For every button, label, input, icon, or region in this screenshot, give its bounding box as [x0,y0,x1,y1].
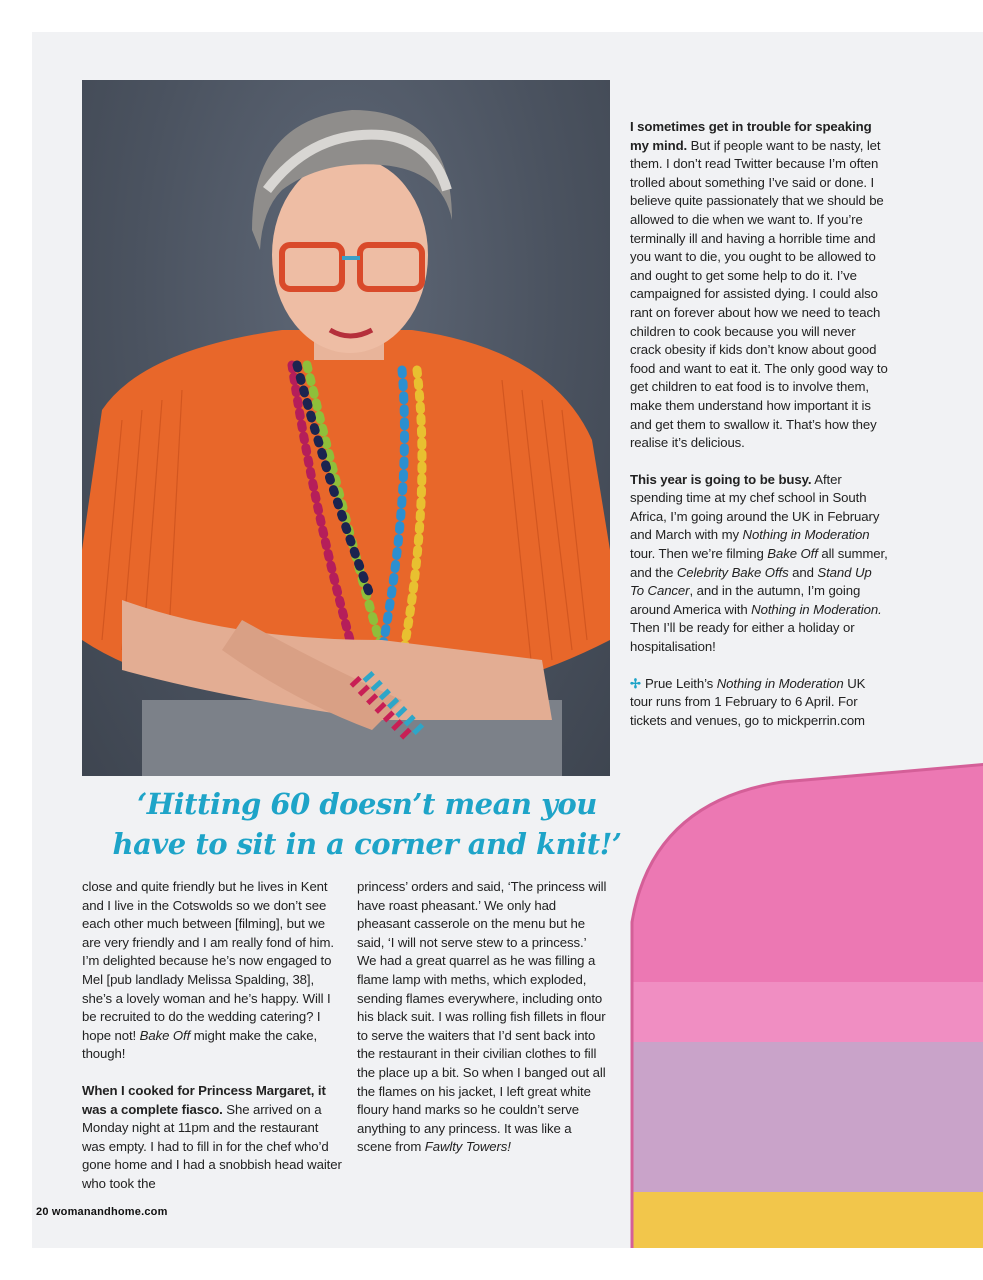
pull-quote-line: have to sit in a corner and knit!’ [112,827,622,861]
body-text: might make the cake, though! [82,1027,318,1062]
italic-title: Fawlty Towers! [424,1139,511,1155]
left-column [82,878,344,1212]
magazine-page [32,32,983,1248]
lead-in: I sometimes get in trouble for speaking my mind. [630,119,872,153]
italic-title: Bake Off [139,1027,191,1043]
body-text: She arrived on a Monday night at 11pm and the restaurant was empty. I had to fill in for the chef who’d gone home and I had a snobbish head waiter who took the [82,1101,342,1191]
middle-column [357,878,607,1175]
cross-icon: ✢ [630,675,641,691]
paragraph-friendship [82,878,344,1064]
body-text: princess’ orders and said, ‘The princess will have roast pheasant.’ We only had pheasant casserole on the menu but he said, ‘I will not serve stew to a princess.’ We had a great quarrel as he was filling a flame lamp with meths, which exploded, sending flames everywhere, including onto his black suit. I was rolling fish fillets in flour to serve the waiters that I’d sent back into the restaurant in their civilian clothes to fill the place up a bit. So when I banged out all the flames on his jacket, I left great white floury hand marks so he couldn’t serve anything to any princess. It was like a scene from [357,879,607,1155]
body-text: tour. Then we’re filming [630,546,768,562]
body-text: and [788,564,818,580]
lead-in: This year is going to be busy. [630,471,812,487]
site-name: womanandhome.com [51,1206,168,1218]
paragraph-princess-margaret [82,1082,344,1194]
sweater-photo [592,722,983,1248]
right-column [630,118,888,748]
body-text: After spending time at my chef school in South Africa, I’m going around the UK in February and March with my [630,471,880,543]
italic-title: Bake Off [767,546,818,562]
lead-in: When I cooked for Princess Margaret, it was a complete fiasco. [82,1082,326,1117]
italic-title: Nothing in Moderation. [751,601,882,617]
paragraph-busy-year [630,471,888,657]
body-text: , and in the autumn, I’m going around America with [630,583,861,617]
body-text: UK tour runs from 1 February to 6 April. For tickets and venues, go to mickperrin.com [630,675,866,728]
body-text: But if people want to be nasty, let them. I don’t read Twitter because I’m often trolled about something I’ve said or done. I believe quite passionately that we should be allowed to die when we want to. If you’re terminally ill and having a horrible time and you want to die, you ought to be allowed to and ought to get some help to do it. I’ve campaigned for assisted dying. I could also rant on forever about how we need to teach children to cook because you will never crack obesity if kids don’t know about good food and want to eat it. The only good way to get children to eat food is to involve them, make them understand how important it is and get them to swallow it. That’s how they realise it’s delicious. [630,137,888,451]
body-text: Then I’ll be ready for either a holiday or hospitalisation! [630,620,855,655]
italic-title: Nothing in Moderation [716,675,844,691]
pull-quote [102,784,632,864]
page-folio [36,1206,168,1218]
italic-title: Stand Up To Cancer [630,564,872,599]
portrait-photo [82,80,610,776]
paragraph-fiasco [357,878,607,1157]
body-text: all summer, and the [630,546,888,580]
paragraph-speaking-mind [630,118,888,453]
pull-quote-line: ‘Hitting 60 doesn’t mean you [137,787,597,821]
body-text: Prue Leith’s [644,675,717,691]
body-text: close and quite friendly but he lives in Kent and I live in the Cotswolds so we don’t see each other much between [filming], but we are very friendly and I am really fond of him. I’m delighted because he’s now engaged to Mel [pub landlady Melissa Spalding, 38], she’s a lovely woman and he’s happy. Will I be recruited to do the wedding catering? I hope not! [82,879,334,1043]
page-number: 20 [36,1206,49,1218]
italic-title: Celebrity Bake Offs [676,564,789,580]
portrait-illustration [82,80,610,776]
italic-title: Nothing in Moderation [742,527,870,543]
